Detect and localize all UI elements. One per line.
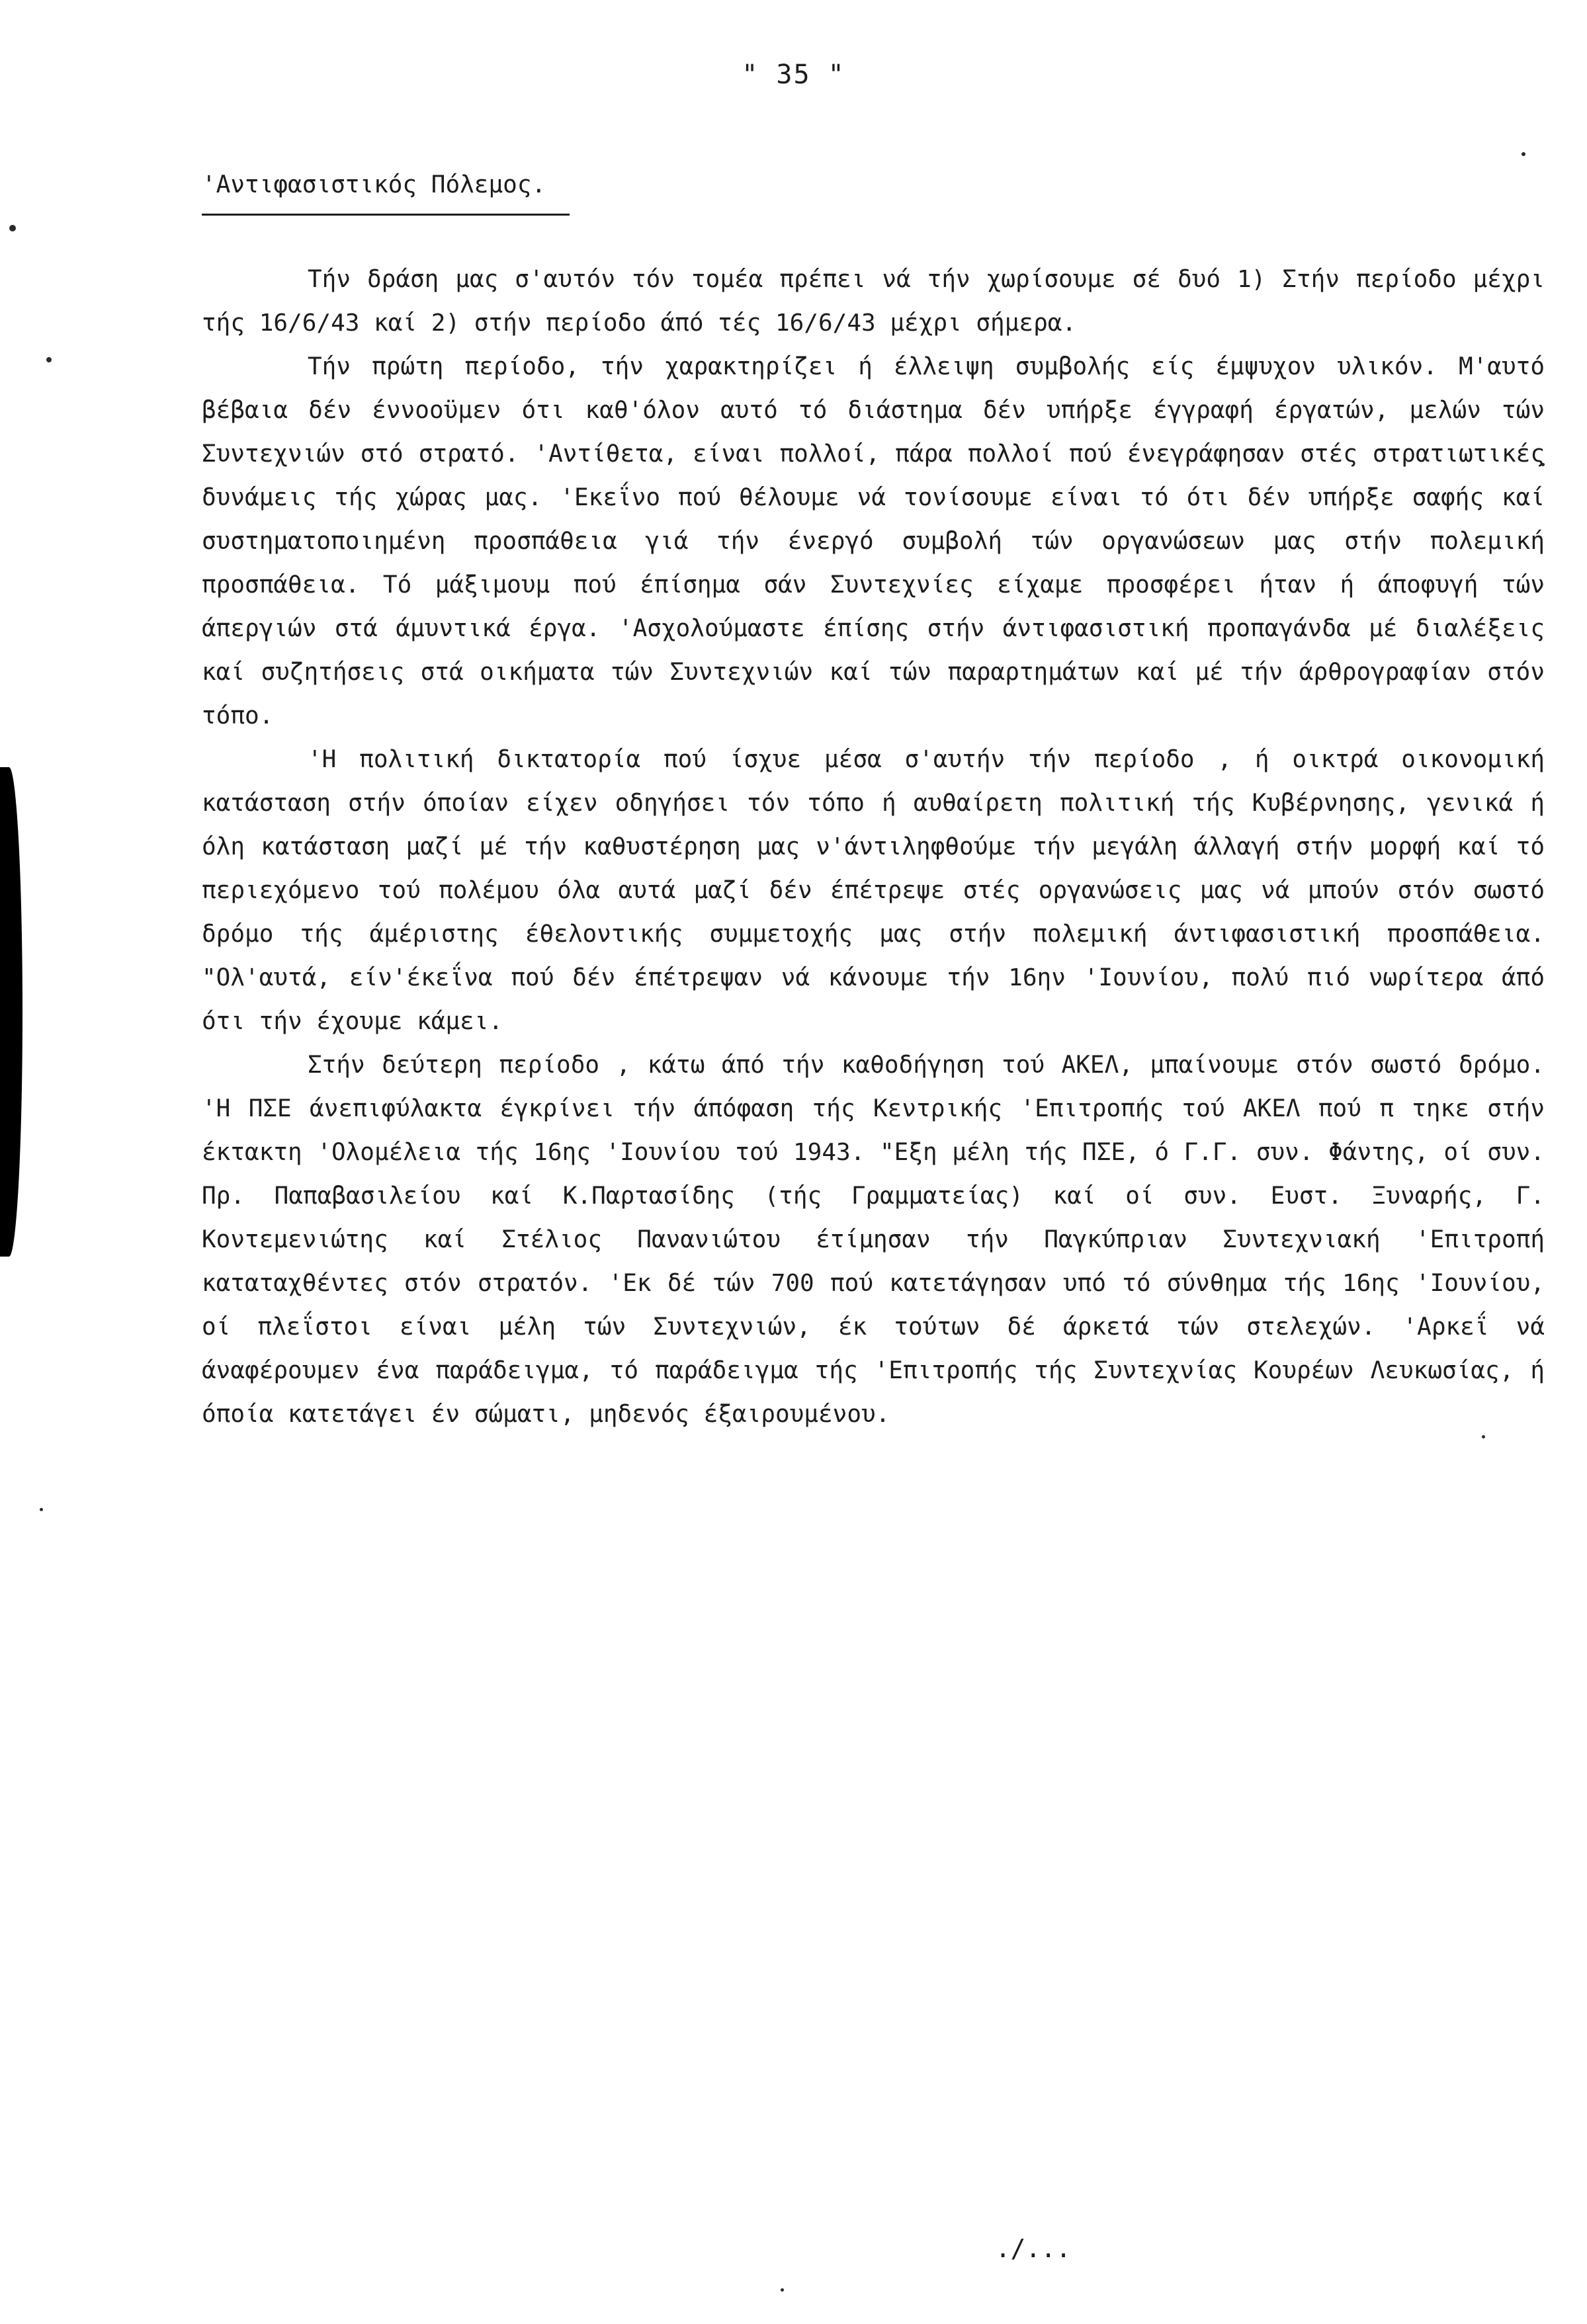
scan-speck bbox=[781, 2288, 784, 2292]
paragraph-1: Τήν δράση μας σ'αυτόν τόν τομέα πρέπει νά τήν χωρίσουμε σέ δυό 1) Στήν περίοδο μέχρι τής 16/6/43 καί 2) στήν περίοδο άπό τές 16/6/43 μέχρι σήμερα. bbox=[202, 266, 1545, 337]
section-heading: 'Αντιφασιστικός Πόλεμος. bbox=[202, 171, 546, 198]
paragraph-3: 'Η πολιτική δικτατορία πού ίσχυε μέσα σ'αυτήν τήν περίοδο , ή οικτρά οικονομική κατάσταση στήν όποίαν είχεν οδηγήσει τόν τόπο ή αυθαίρετη πολιτική τής Κυβέρνησης, γενικά ή όλη κατάσταση μαζί μέ τήν καθυστέρηση μας ν'άντιληφθούμε τήν μεγάλη άλλαγή στήν μορφή καί τό περιεχόμενο τού πολέμου όλα αυτά μαζί δέν έπέτρεψε στές οργανώσεις μας νά μπούν στόν σωστό δρόμο τής άμέριστης έθελοντικής συμμετοχής μας στήν πολεμική άντιφασιστική προσπάθεια. "Ολ'αυτά, είν'έκεΐνα πού δέν έπέτρεψαν νά κάνουμε τήν 16ην 'Ιουνίου, πολύ πιό νωρίτερα άπό ότι τήν έχουμε κάμει. bbox=[202, 746, 1545, 1035]
scan-speck bbox=[40, 1508, 43, 1511]
scan-edge-shadow bbox=[0, 767, 22, 1257]
scan-speck bbox=[9, 225, 16, 231]
paragraph-2: Τήν πρώτη περίοδο, τήν χαρακτηρίζει ή έλλειψη συμβολής είς έμψυχον υλικόν. Μ'αυτό βέβαια δέν έννοοϋμεν ότι καθ'όλον αυτό τό διάστημα δέν υπήρξε έγγραφή έργατών, μελών τών Συντεχνιών στό στρατό. 'Αντίθετα, είναι πολλοί, πάρα πολλοί πού ένεγράφησαν στές στρατιωτικές δυνάμεις τής χώρας μας. 'Εκεΐνο πού θέλουμε νά τονίσουμε είναι τό ότι δέν υπήρξε σαφής καί συστηματοποιημένη προσπάθεια γιά τήν ένεργό συμβολή τών οργανώσεων μας στήν πολεμική προσπάθεια. Τό μάξιμουμ πού έπίσημα σάν Συντεχνίες είχαμε προσφέρει ήταν ή άποφυγή τών άπεργιών στά άμυντικά έργα. 'Ασχολούμαστε έπίσης στήν άντιφασιστική προπαγάνδα μέ διαλέξεις καί συζητήσεις στά οικήματα τών Συντεχνιών καί τών παραρτημάτων καί μέ τήν άρθρογραφίαν στόν τόπο. bbox=[202, 353, 1545, 729]
heading-underline bbox=[202, 214, 570, 216]
continuation-mark: ./... bbox=[995, 2234, 1071, 2263]
scan-speck bbox=[1522, 152, 1525, 156]
document-body bbox=[202, 258, 1545, 1436]
page-number: " 35 " bbox=[742, 60, 845, 90]
scan-speck bbox=[46, 357, 52, 362]
paragraph-4: Στήν δεύτερη περίοδο , κάτω άπό τήν καθοδήγηση τού ΑΚΕΛ, μπαίνουμε στόν σωστό δρόμο. 'Η ΠΣΕ άνεπιφύλακτα έγκρίνει τήν άπόφαση τής Κεντρικής 'Επιτροπής τού ΑΚΕΛ πού π τηκε στήν έκτακτη 'Ολομέλεια τής 16ης 'Ιουνίου τού 1943. "Εξη μέλη τής ΠΣΕ, ό Γ.Γ. συν. Φάντης, οί συν. Πρ. Παπαβασιλείου καί Κ.Παρτασίδης (τής Γραμματείας) καί οί συν. Ευστ. Ξυναρής, Γ. Κοντεμενιώτης καί Στέλιος Πανανιώτου έτίμησαν τήν Παγκύπριαν Συντεχνιακή 'Επιτροπή καταταχθέντες στόν στρατόν. 'Εκ δέ τών 700 πού κατετάγησαν υπό τό σύνθημα τής 16ης 'Ιουνίου, οί πλεΐστοι είναι μέλη τών Συντεχνιών, έκ τούτων δέ άρκετά τών στελεχών. 'Αρκεΐ νά άναφέρουμεν ένα παράδειγμα, τό παράδειγμα τής 'Επιτροπής τής Συντεχνίας Κουρέων Λευκωσίας, ή όποία κατετάγει έν σώματι, μηδενός έξαιρουμένου. bbox=[202, 1052, 1545, 1428]
